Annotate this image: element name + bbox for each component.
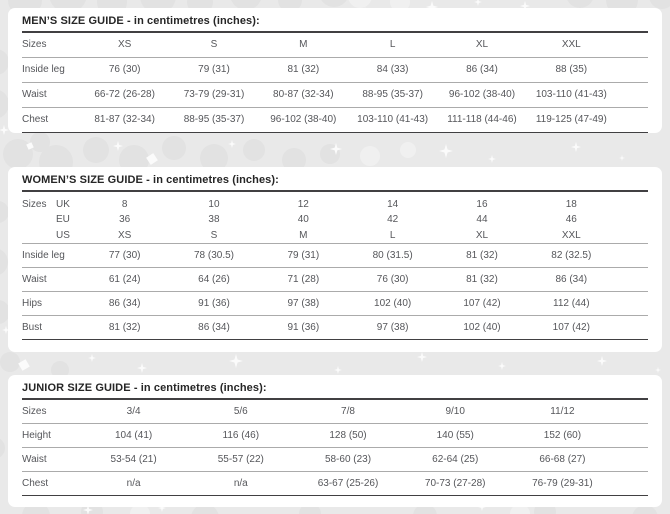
table-cell: 55-57 (22) [217,453,264,465]
table-cell: n/a [126,477,141,489]
sizes-label: Sizes [22,198,47,210]
table-header-row [22,33,648,58]
table-cell: 78 (30.5) [193,249,234,261]
womens-size-guide-panel [8,167,662,352]
table-row [22,83,648,108]
table-cell: 104 (41) [114,429,153,441]
table-cell: 76 (30) [108,64,141,76]
table-cell: 102 (40) [463,321,501,333]
column-header [259,197,348,244]
column-header: L [389,39,396,51]
sizes-label: Sizes [22,405,47,417]
column-header: 3/4 [126,405,141,417]
column-header: XS [117,39,132,51]
column-header: 9/10 [445,405,465,417]
column-header: 7/8 [341,405,355,417]
table-cell: 91 (36) [198,297,230,309]
mens-size-guide-panel [8,8,662,133]
column-header [348,197,437,244]
junior-size-guide-title: JUNIOR SIZE GUIDE - in centimetres (inches): [22,382,267,394]
column-header-value: 14 [387,198,399,210]
sizes-label: Sizes [22,39,47,51]
table-row [22,424,648,448]
table-cell: 96-102 (38-40) [448,89,516,101]
table-cell: 152 (60) [543,429,582,441]
row-label: Inside leg [22,64,65,76]
table-cell: 76 (30) [376,273,409,285]
table-cell: 96-102 (38-40) [270,114,337,126]
junior-size-guide-panel [8,375,662,507]
table-cell: 81 (32) [466,249,498,261]
region-label: UK [56,198,70,210]
table-row [22,292,648,316]
table-cell: 61 (24) [108,273,141,285]
table-cell: n/a [233,477,248,489]
table-cell: 58-60 (23) [324,453,372,465]
table-cell: 140 (55) [436,429,474,441]
table-header-row [22,400,648,424]
row-label: Chest [22,477,49,489]
table-row [22,316,648,340]
column-header-value: 38 [208,214,220,226]
table-cell: 66-72 (26-28) [94,89,155,101]
region-label: US [56,229,70,241]
column-header-value: 10 [208,198,220,210]
table-cell: 70-73 (27-28) [424,477,486,489]
column-header-value: XL [475,229,489,241]
row-label: Waist [22,89,47,101]
table-row [22,108,648,133]
table-cell: 97 (38) [376,321,409,333]
table-cell: 88-95 (35-37) [183,114,245,126]
womens-size-table [22,192,648,340]
table-cell: 84 (33) [376,64,409,76]
womens-size-guide-title: WOMEN’S SIZE GUIDE - in centimetres (inches): [22,174,279,186]
row-label: Waist [22,453,47,465]
table-cell: 116 (46) [222,429,260,441]
column-header-value: 12 [297,198,309,210]
table-header-row [22,192,648,244]
column-header [437,197,526,244]
mens-size-table [22,33,648,133]
row-label: Inside leg [22,249,65,261]
table-cell: 86 (34) [466,64,498,76]
table-cell: 71 (28) [287,273,320,285]
table-cell: 81 (32) [466,273,498,285]
column-header: XL [475,39,489,51]
table-row [22,244,648,268]
table-cell: 103-110 (41-43) [357,114,429,126]
column-header-value: 8 [121,198,128,210]
table-cell: 77 (30) [108,249,141,261]
row-label: Hips [22,297,43,309]
column-header: 5/6 [233,405,248,417]
table-cell: 81 (32) [287,64,320,76]
table-cell: 81-87 (32-34) [94,114,155,126]
table-cell: 82 (32.5) [551,249,592,261]
column-header-value: 16 [476,198,488,210]
column-header-value: M [299,229,308,241]
table-cell: 86 (34) [198,321,230,333]
table-cell: 102 (40) [374,297,412,309]
table-cell: 128 (50) [329,429,367,441]
column-header-value: 42 [387,214,399,226]
column-header-value: S [210,229,218,241]
table-cell: 112 (44) [553,297,590,309]
column-header-value: 36 [119,214,131,226]
column-header-value: 44 [476,214,488,226]
column-header [527,197,616,244]
table-row [22,448,648,472]
table-cell: 63-67 (25-26) [317,477,379,489]
table-cell: 91 (36) [287,321,320,333]
column-header-value: XS [117,229,132,241]
column-header: XXL [561,39,581,51]
region-label: EU [56,214,70,226]
region-labels [56,197,80,244]
table-cell: 76-79 (29-31) [532,477,593,489]
row-label: Chest [22,114,49,126]
table-row [22,268,648,292]
column-header [80,197,169,244]
row-label: Height [22,429,51,441]
table-cell: 107 (42) [463,297,501,309]
column-header-value: L [389,229,396,241]
table-cell: 111-118 (44-46) [447,114,517,126]
table-cell: 81 (32) [108,321,141,333]
table-cell: 64 (26) [198,273,230,285]
column-header-value: XXL [561,229,581,241]
table-cell: 119-125 (47-49) [535,114,607,126]
table-cell: 86 (34) [108,297,141,309]
table-cell: 80 (31.5) [372,249,413,261]
column-header-value: 46 [565,214,577,226]
column-header: M [299,39,308,51]
row-label: Bust [22,321,43,333]
column-header: 11/12 [550,405,575,417]
mens-size-guide-title: MEN’S SIZE GUIDE - in centimetres (inches): [22,15,260,27]
table-cell: 73-79 (29-31) [183,89,245,101]
table-cell: 88 (35) [555,64,588,76]
table-row [22,58,648,83]
table-cell: 86 (34) [555,273,588,285]
table-cell: 107 (42) [552,321,590,333]
table-cell: 79 (31) [198,64,230,76]
junior-size-table [22,400,648,496]
column-header-value: 40 [297,214,309,226]
table-cell: 66-68 (27) [539,453,586,465]
table-cell: 97 (38) [287,297,320,309]
table-cell: 53-54 (21) [110,453,157,465]
column-header [169,197,258,244]
table-cell: 62-64 (25) [432,453,479,465]
table-cell: 80-87 (32-34) [273,89,334,101]
table-row [22,472,648,496]
table-cell: 103-110 (41-43) [535,89,607,101]
row-label: Waist [22,273,47,285]
column-header-value: 18 [565,198,577,210]
column-header: S [210,39,218,51]
table-cell: 79 (31) [287,249,320,261]
table-cell: 88-95 (35-37) [362,89,423,101]
